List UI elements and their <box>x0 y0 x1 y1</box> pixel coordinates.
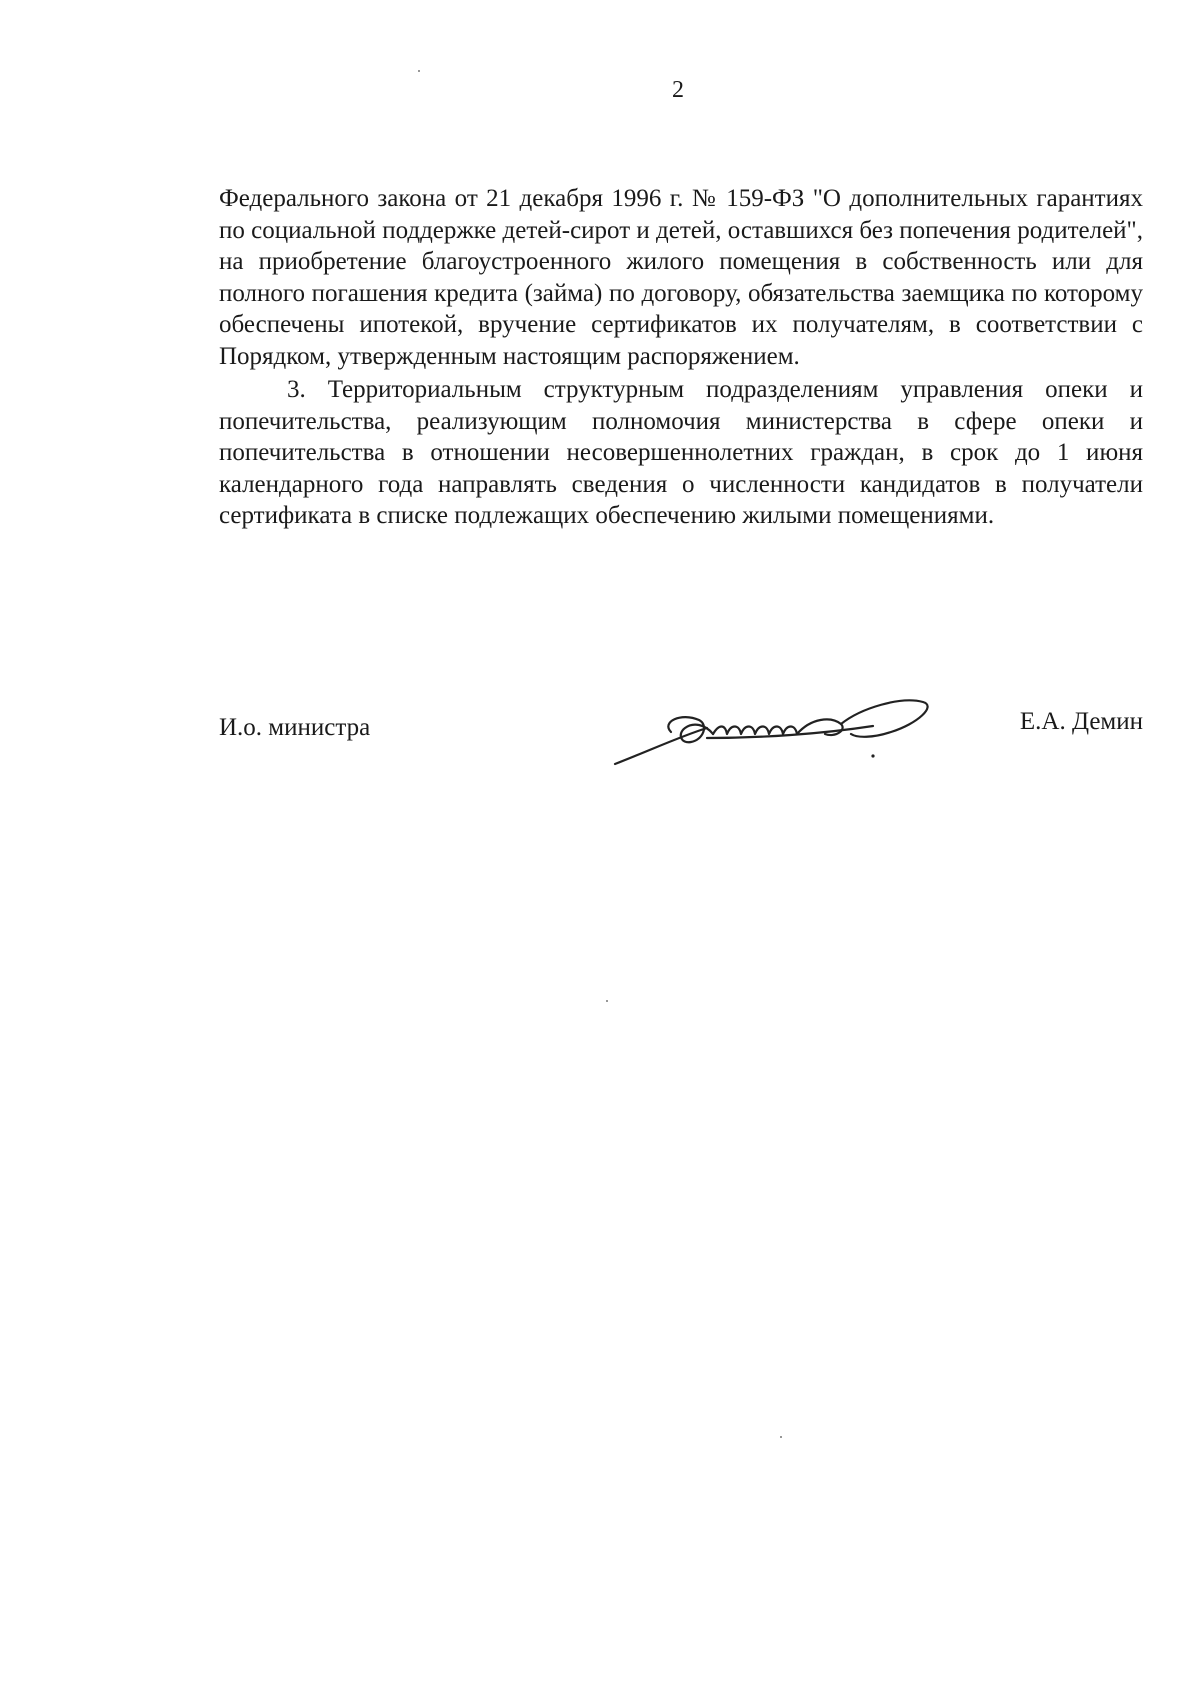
signatory-role: И.о. министра <box>219 714 371 741</box>
paragraph-continuation: Федерального закона от 21 декабря 1996 г. № 159-ФЗ "О дополнительных гарантиях по социальной поддержке детей-сирот и детей, оставшихся без попечения родителей", на приобретение благоустроенного жилого помещения в собственность или для полного погашения кредита (займа) по договору, обязательства заемщика по которому обеспечены ипотекой, вручение сертификатов их получателям, в соответствии с Порядком, утвержденным настоящим распоряжением. <box>219 185 1143 370</box>
signatory-name: Е.А. Демин <box>1019 708 1143 735</box>
signature-block <box>219 688 1143 768</box>
scan-speck <box>606 1000 608 1002</box>
document-body <box>219 183 1143 532</box>
paragraph-item-3: 3. Территориальным структурным подразделениям управления опеки и попечительства, реализующим полномочия министерства в сфере опеки и попечительства в отношении несовершеннолетних граждан, в срок до 1 июня календарного года направлять сведения о численности кандидатов в получатели сертификата в списке подлежащих обеспечению жилыми помещениями. <box>219 376 1143 529</box>
handwritten-signature <box>611 688 971 768</box>
scan-speck <box>418 70 420 72</box>
scan-speck <box>780 1436 782 1438</box>
page-number: 2 <box>672 77 684 103</box>
